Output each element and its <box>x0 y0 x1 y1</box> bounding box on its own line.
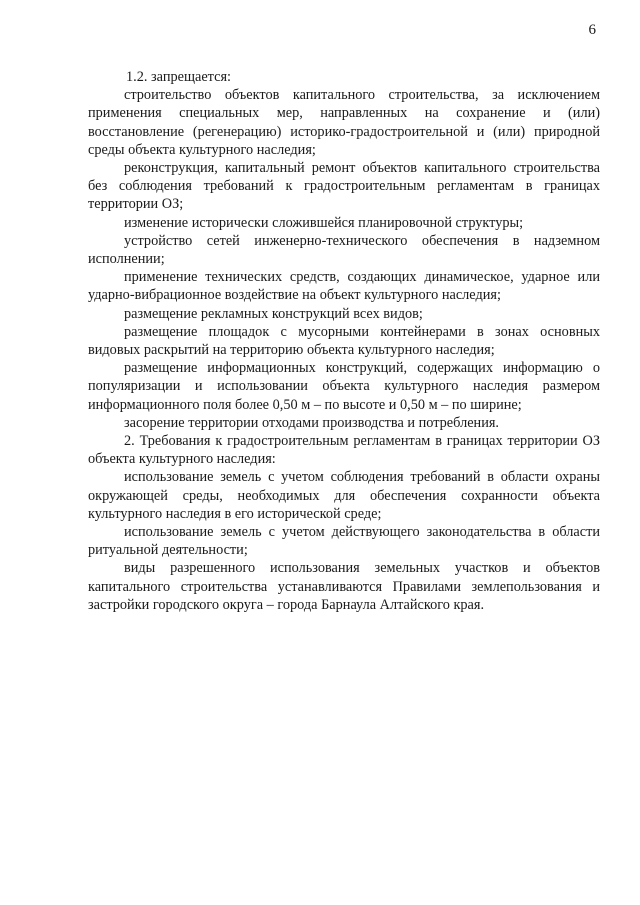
section-heading-1-2: 1.2. запрещается: <box>126 69 231 85</box>
paragraph: виды разрешенного использования земельных участков и объектов капитального строительства устанавливаются Правилами землепользования и застройки городского округа – города Барнаула Алтайского края. <box>88 560 600 613</box>
paragraph: засорение территории отходами производства и потребления. <box>124 414 500 431</box>
paragraph: устройство сетей инженерно-технического обеспечения в надземном исполнении; <box>88 232 600 268</box>
paragraph: использование земель с учетом соблюдения требований в области охраны окружающей среды, необходимых для обеспечения сохранности объекта культурного наследия в его исторической среде; <box>88 469 600 522</box>
paragraph: изменение исторически сложившейся планировочной структуры; <box>124 214 524 231</box>
document-body <box>88 68 600 614</box>
paragraph: использование земель с учетом действующего законодательства в области ритуальной деятельности; <box>88 524 600 559</box>
paragraph: размещение информационных конструкций, содержащих информацию о популяризации и использовании объекта культурного наследия размером информационного поля более 0,50 м – по высоте и 0,50 м – по ширине; <box>88 360 600 413</box>
paragraph: применение технических средств, создающих динамическое, ударное или ударно-вибрационное воздействие на объект культурного наследия; <box>88 269 600 304</box>
paragraph: строительство объектов капитального строительства, за исключением применения специальных мер, направленных на сохранение и (или) восстановление (регенерацию) историко-градостроительной и (или) природной среды объекта культурного наследия; <box>88 87 600 158</box>
paragraph: размещение рекламных конструкций всех видов; <box>124 305 423 322</box>
paragraph: размещение площадок с мусорными контейнерами в зонах основных видовых раскрытий на территорию объекта культурного наследия; <box>88 323 600 359</box>
paragraph: реконструкция, капитальный ремонт объектов капитального строительства без соблюдения требований к градостроительным регламентам в границах территории ОЗ; <box>88 160 600 213</box>
page-number: 6 <box>588 22 596 38</box>
section-heading-2: 2. Требования к градостроительным регламентам в границах территории ОЗ объекта культурного наследия: <box>88 433 600 468</box>
